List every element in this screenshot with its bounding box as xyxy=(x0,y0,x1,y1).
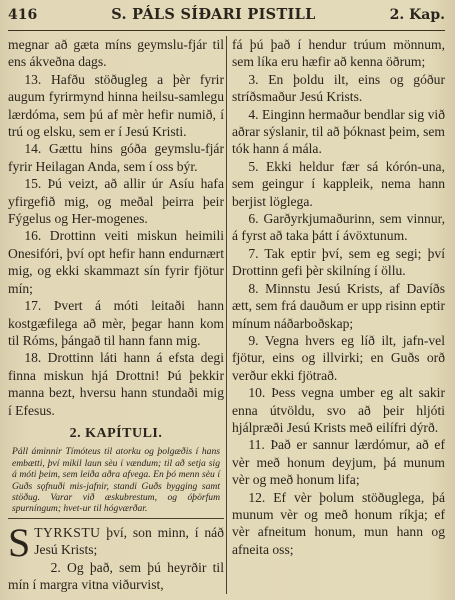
verse-1-small-caps: TYRKSTU xyxy=(34,524,101,540)
left-column xyxy=(8,36,224,593)
verse-2: 2. Og það, sem þú heyrðir til mín í margra vitna viðurvist, xyxy=(8,559,224,592)
verse-4: 4. Einginn hermaður bendlar sig við aðrar sýslanir, til að þóknast þeim, sem tók hann á mála. xyxy=(232,106,445,157)
verse-1 xyxy=(8,519,224,565)
verse-14: 14. Gættu hins góða geymslu-fjár fyrir Heilagan Anda, sem í oss býr. xyxy=(8,141,224,174)
verse-7: 7. Tak eptir því, sem eg segi; því Drottinn gefi þèr skilníng í öllu. xyxy=(232,245,445,279)
verse-8: 8. Minnstu Jesú Krists, af Davíðs ætt, sem frá dauðum er upp risinn eptir mínum náðarboðskap; xyxy=(232,280,445,331)
drop-cap: S xyxy=(8,519,31,565)
right-column xyxy=(232,36,445,558)
chapter-summary: Páll áminnir Tímóteus til atorku og þolgæðis í hans embætti, því mikil laun sèu í vændum; til að setja sig á móti þeim, sem leiða aðra afvega. En þó menn sèu í Guðs sǫfnuði mis-jafnir, standi Guðs bygging samt stöðug. Varar við æskubrestum, og óþörfum spurníngum; hvet-ur til hógværðar. xyxy=(8,446,224,518)
column-divider xyxy=(226,36,227,594)
verse-1-text: því, son minn, í náð Jesú Krists; xyxy=(34,524,224,558)
verse-15: 15. Þú veizt, að allir úr Asíu hafa yfirgefið mig, og meðal þeirra þeir Fýgelus og Her-mogenes. xyxy=(8,176,224,227)
header-rule xyxy=(8,30,445,31)
verse-18: 18. Drottinn láti hann á efsta degi finna miskun hjá Drottni! Þú þekkir manna bezt, hversu hann stundaði mig í Efesus. xyxy=(8,350,224,418)
verse-16: 16. Drottinn veiti miskun heimili Onesifóri, því opt hefir hann endurnært mig, og ekki skammazt sín fyrir fjötur mín; xyxy=(8,228,224,296)
verse-11: 11. Það er sannur lærdómur, að ef vèr með honum deyjum, þá munum vèr og með honum lifa; xyxy=(232,437,445,488)
chapter-reference: 2. Kap. xyxy=(389,7,445,23)
verse-5: 5. Ekki heldur fær sá kórón-una, sem geingur í kappleik, nema hann berjist löglega. xyxy=(232,158,445,209)
chapter-heading: 2. KAPÍTULI. xyxy=(69,425,163,441)
verse-17: 17. Þvert á móti leitaði hann kostgæfilega að mèr, þegar hann kom til Róms, þángað til hann fann mig. xyxy=(8,298,224,348)
verse-12: 12. Ef vèr þolum stöðuglega, þá munum vèr og með honum ríkja; ef vèr afneitum honum, mun hann og afneita oss; xyxy=(232,489,445,557)
verse-13: 13. Hafðu stöðugleg a þèr fyrir augum fyrirmynd hinna heilsu-samlegu lærdóma, sem þú af mèr hefir numið, í trú og elsku, sem er í Jesú Kristi. xyxy=(8,71,224,140)
verse-continuation: megnar að gæta míns geymslu-fjár til ens ákveðna dags. xyxy=(8,37,224,70)
running-title: S. PÁLS SÍÐARI PISTILL xyxy=(111,6,316,23)
verse-6: 6. Garðyrkjumaðurinn, sem vinnur, á fyrst að taka þátt í ávöxtunum. xyxy=(232,211,445,244)
verse-9: 9. Vegna hvers eg líð ilt, jafn-vel fjötur, eins og illvirki; en Guðs orð verður ekki fjötrað. xyxy=(232,332,445,383)
page-header xyxy=(8,6,445,28)
verse-10: 10. Þess vegna umber eg alt sakir enna útvöldu, svo að þeir hljóti hjálpræði Jesú Krists með eilífri dýrð. xyxy=(232,385,445,435)
page-number: 416 xyxy=(8,7,38,23)
verse-3: 3. En þoldu ilt, eins og góður stríðsmaður Jesú Krists. xyxy=(232,71,445,105)
verse-continuation: fá þú það í hendur trúum mönnum, sem líka eru hæfir að kenna öðrum; xyxy=(232,37,445,70)
